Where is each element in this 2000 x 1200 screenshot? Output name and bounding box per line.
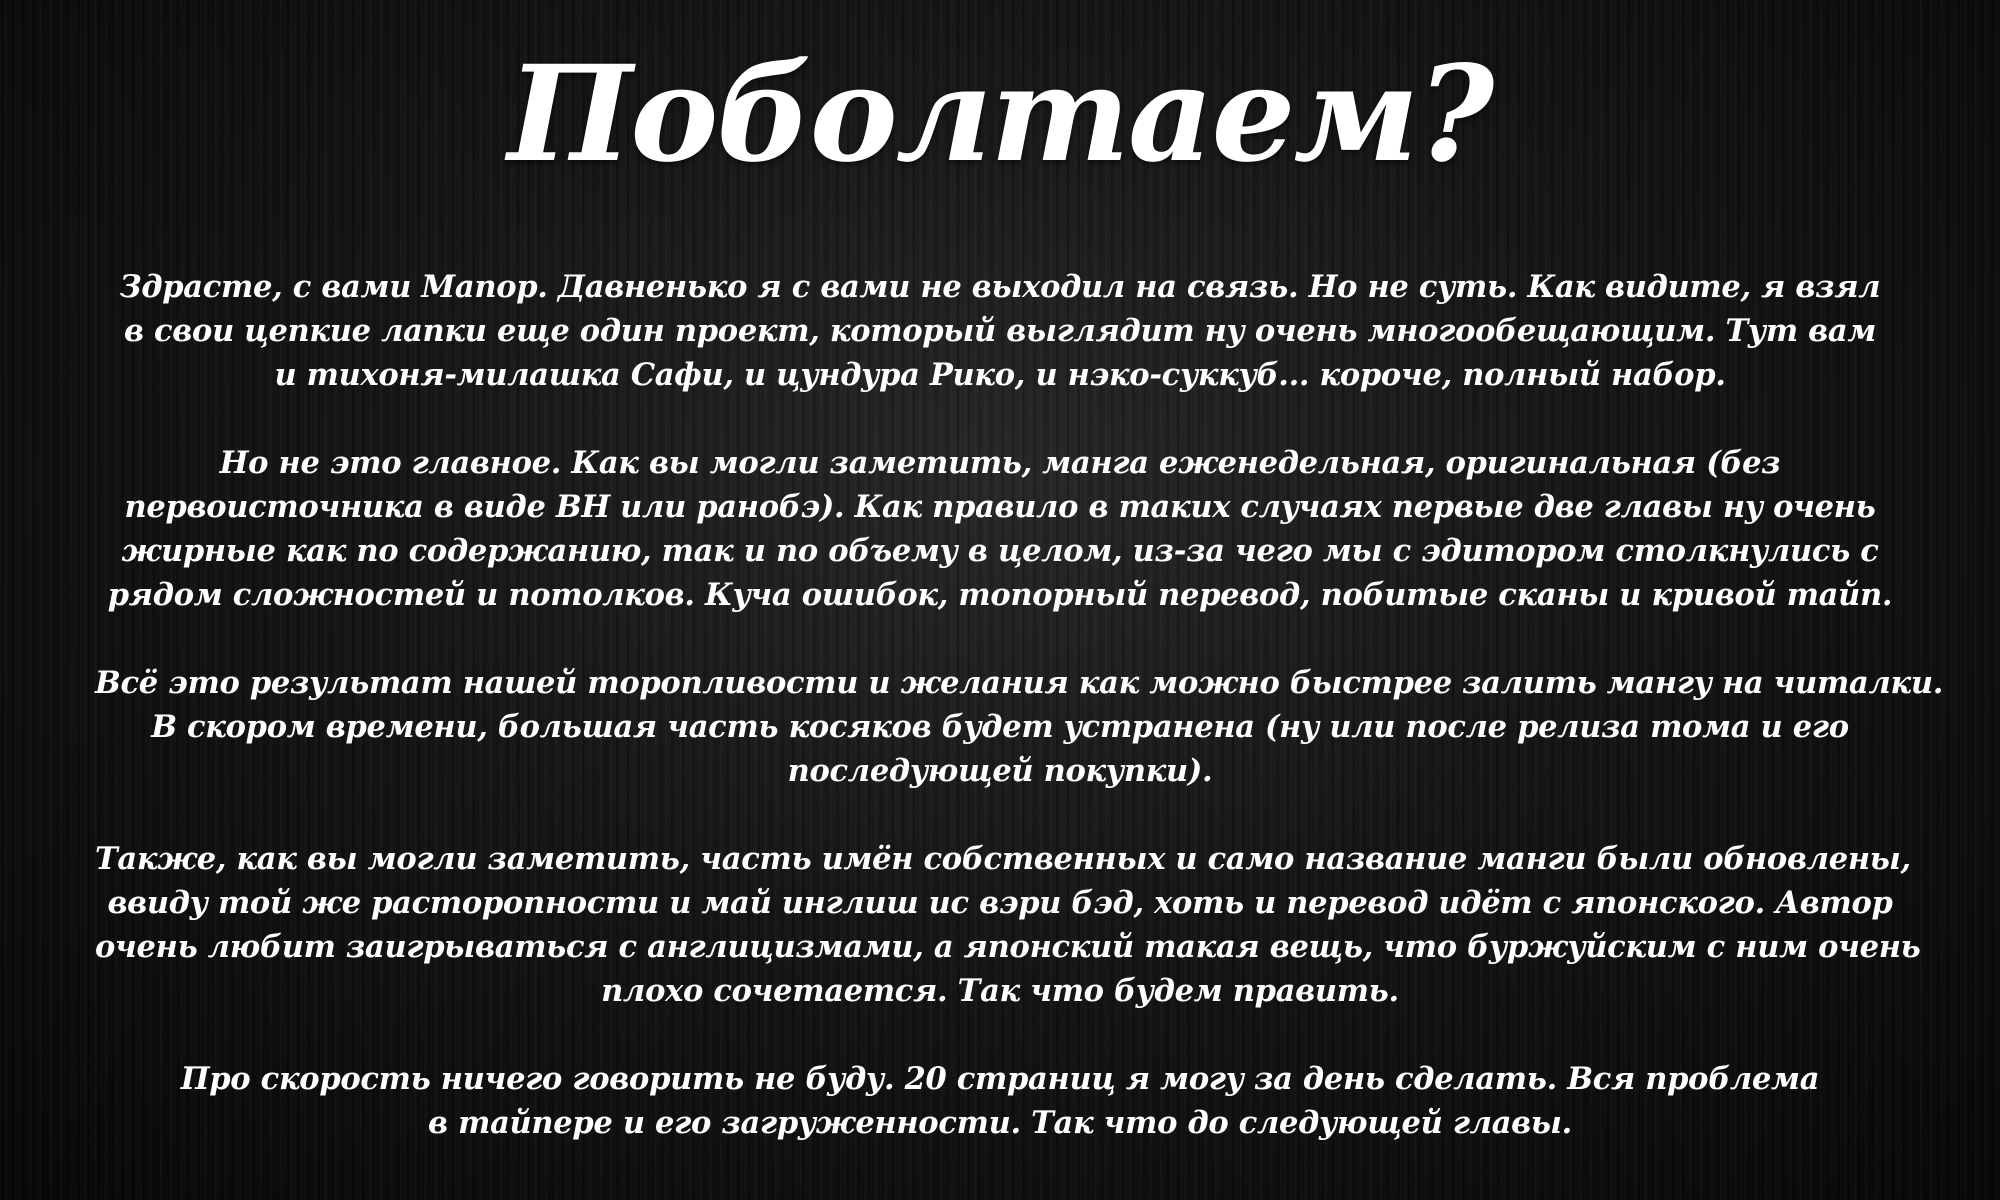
- paragraph-line: Всё это результат нашей торопливости и желания как можно быстрее залить мангу на читалки.: [95, 665, 1944, 701]
- paragraph-line: первоисточника в виде ВН или ранобэ). Как правило в таких случаях первые две главы ну очень: [124, 489, 1876, 525]
- paragraph-line: и тихоня-милашка Сафи, и цундура Рико, и нэко-суккуб... короче, полный набор.: [274, 357, 1726, 393]
- paragraph-line: Также, как вы могли заметить, часть имён собственных и само название манги были обновлены,: [95, 841, 1911, 877]
- paragraph-line: Здрасте, с вами Мапор. Давненько я с вами не выходил на связь. Но не суть. Как видите, я взял: [119, 269, 1881, 305]
- paragraph-5: [95, 1057, 1905, 1145]
- paragraph-line: В скором времени, большая часть косяков будет устранена (ну или после релиза тома и его: [151, 709, 1849, 745]
- paragraph-3: [95, 661, 1944, 793]
- paragraph-line: очень любит заигрываться с англицизмами, а японский такая вещь, что буржуйским с ним очень: [95, 929, 1921, 965]
- paragraph-2: [95, 441, 1905, 617]
- paragraph-line: в свои цепкие лапки еще один проект, который выглядит ну очень многообещающим. Тут вам: [123, 313, 1877, 349]
- paragraph-line: в тайпере и его загруженности. Так что до следующей главы.: [428, 1105, 1572, 1141]
- paragraph-line: последующей покупки).: [787, 753, 1213, 789]
- paragraph-line: Про скорость ничего говорить не буду. 20 страниц я могу за день сделать. Вся проблема: [180, 1061, 1820, 1097]
- paragraph-line: ввиду той же расторопности и май инглиш ис вэри бэд, хоть и перевод идёт с японского. Автор: [107, 885, 1893, 921]
- paragraph-line: Но не это главное. Как вы могли заметить, манга еженедельная, оригинальная (без: [219, 445, 1781, 481]
- page-title: Поболтаем?: [507, 37, 1493, 192]
- paragraph-line: плохо сочетается. Так что будем править.: [601, 973, 1399, 1009]
- message-body: [95, 265, 1944, 1145]
- paragraph-line: рядом сложностей и потолков. Куча ошибок, топорный перевод, побитые сканы и кривой тайп.: [107, 577, 1893, 613]
- paragraph-line: жирные как по содержанию, так и по объему в целом, из-за чего мы с эдитором столкнулись с: [121, 533, 1879, 569]
- paragraph-1: [95, 265, 1905, 397]
- paragraph-4: [95, 837, 1921, 1013]
